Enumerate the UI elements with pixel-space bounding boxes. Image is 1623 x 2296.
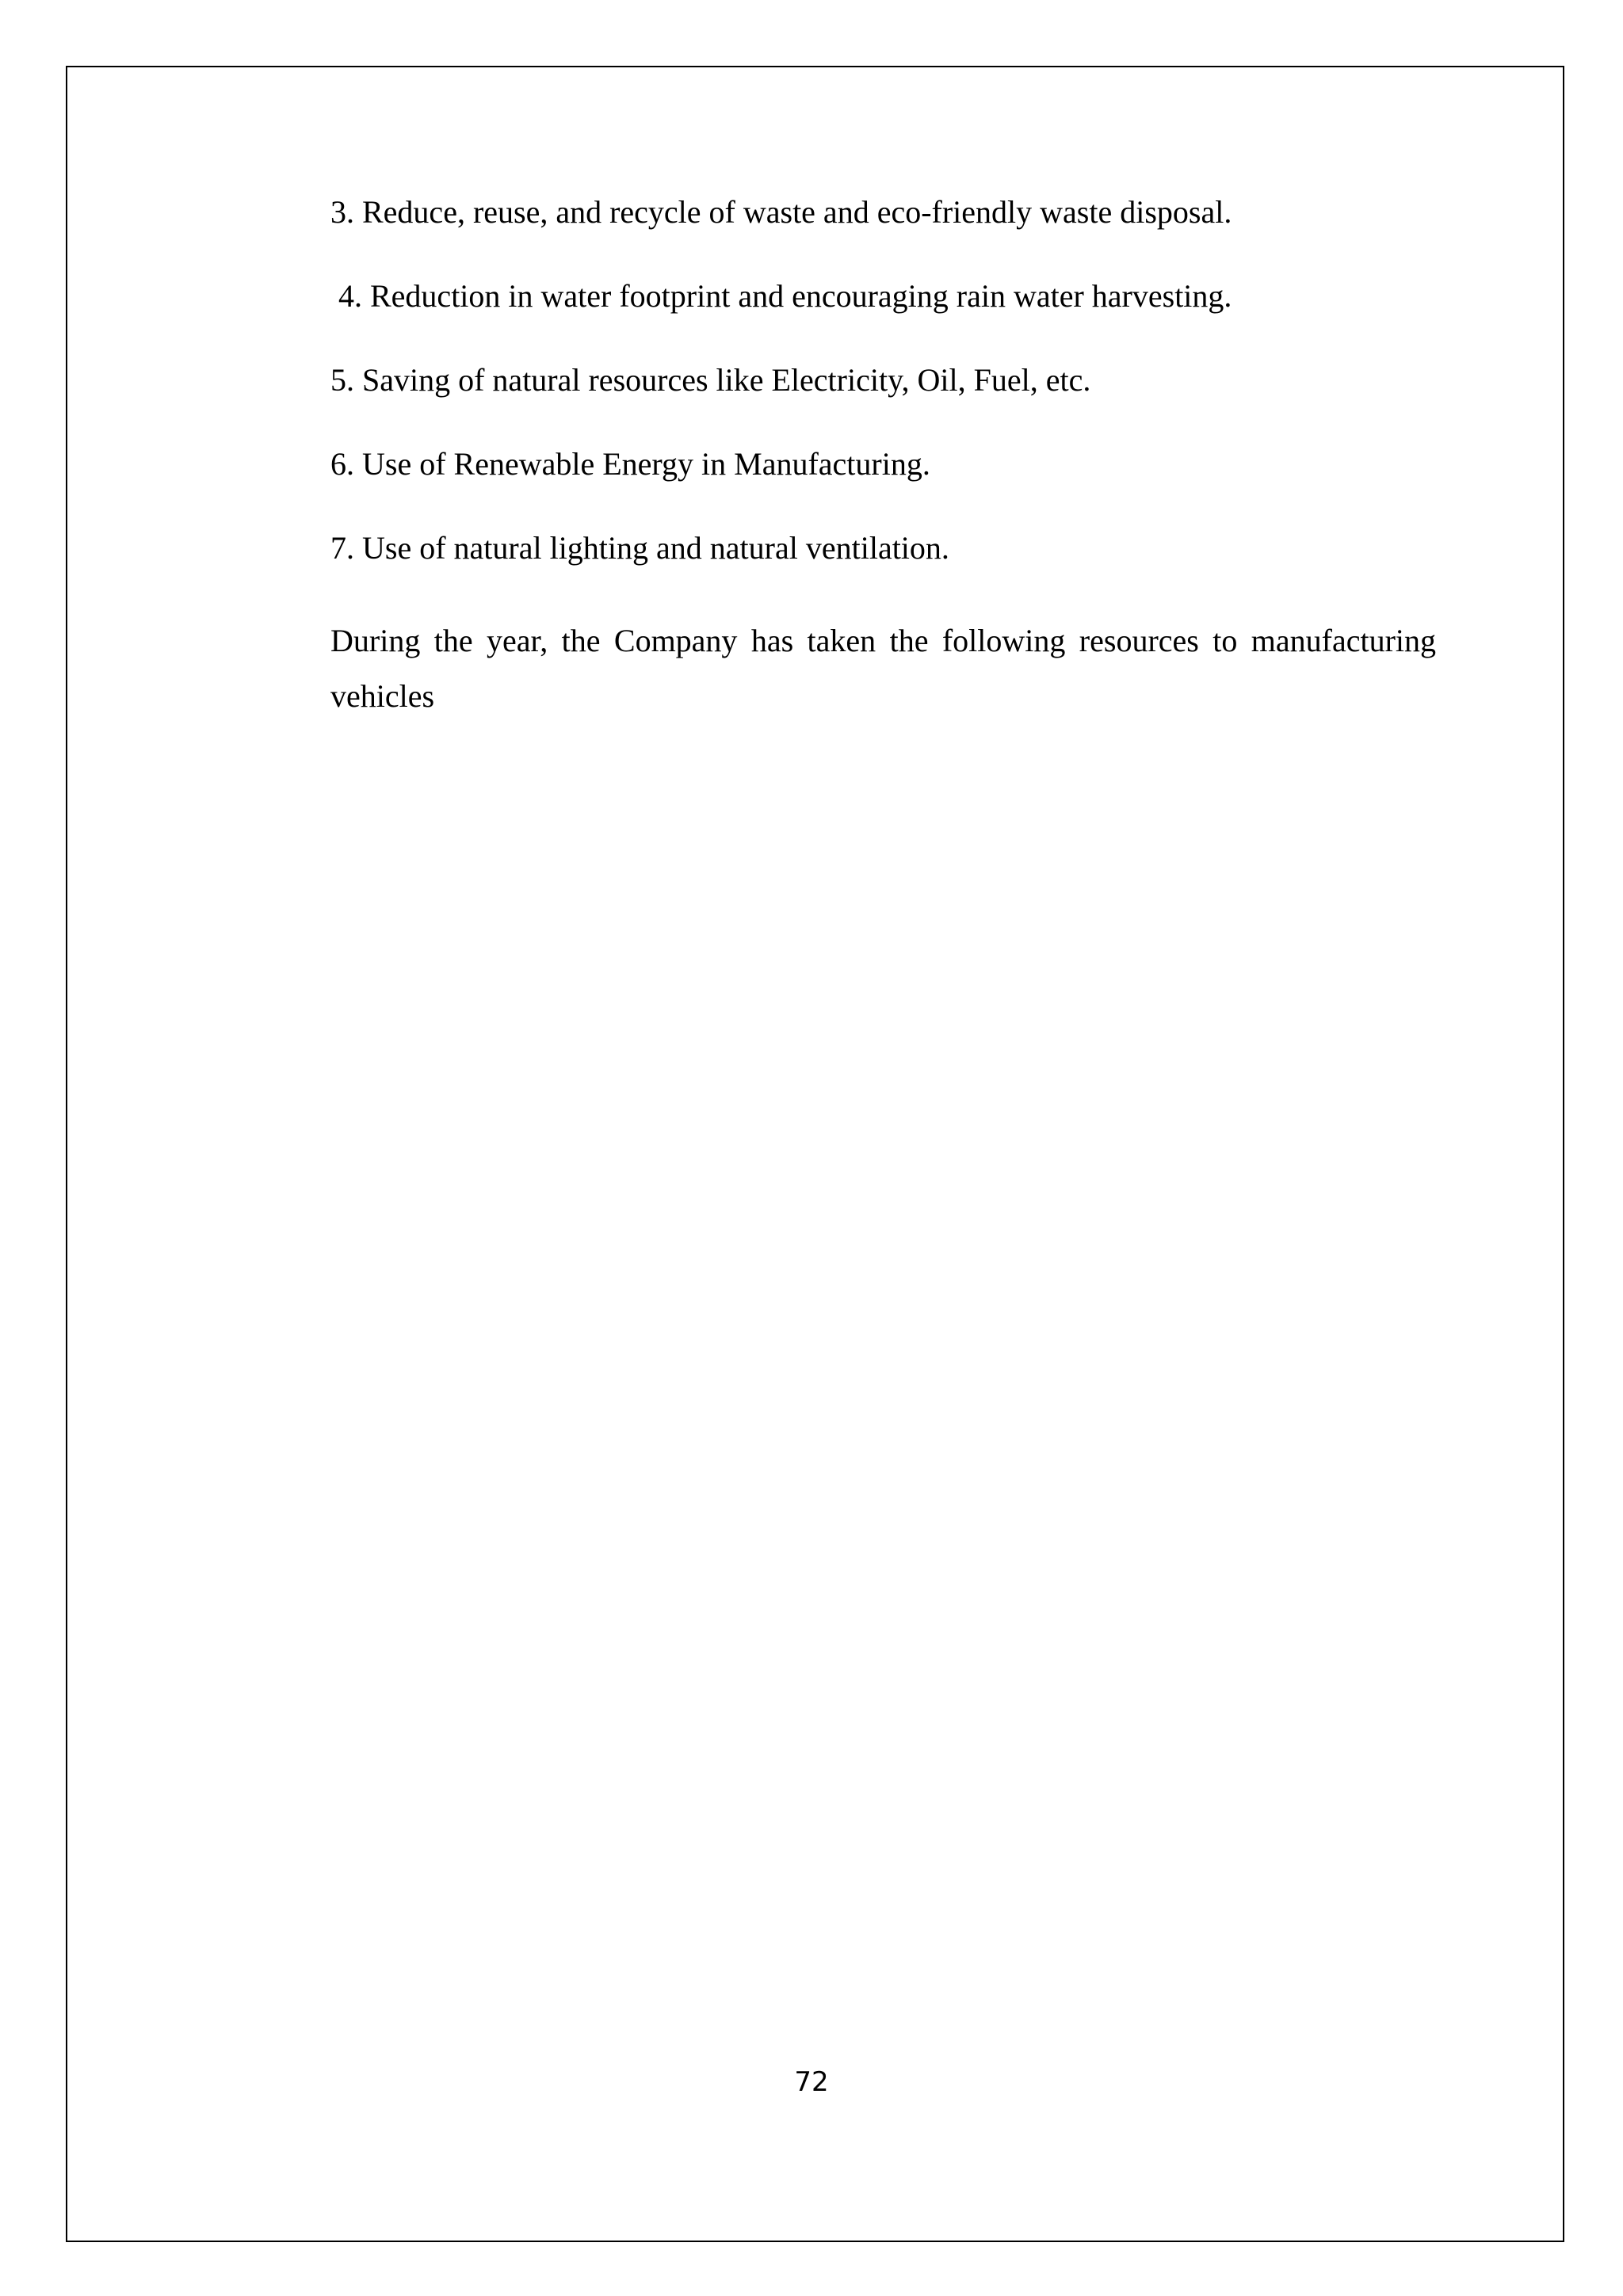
page-number: 72: [794, 2066, 829, 2098]
list-item: 4. Reduction in water footprint and encouraging rain water harvesting.: [338, 278, 1232, 314]
body-paragraph: During the year, the Company has taken the following resources to manufacturing vehicles: [330, 623, 1436, 714]
list-item: 5. Saving of natural resources like Electricity, Oil, Fuel, etc.: [330, 362, 1091, 398]
list-item: 6. Use of Renewable Energy in Manufacturing.: [330, 446, 930, 482]
list-item: 3. Reduce, reuse, and recycle of waste and eco-friendly waste disposal.: [330, 194, 1232, 230]
list-item: 7. Use of natural lighting and natural ventilation.: [330, 530, 949, 566]
